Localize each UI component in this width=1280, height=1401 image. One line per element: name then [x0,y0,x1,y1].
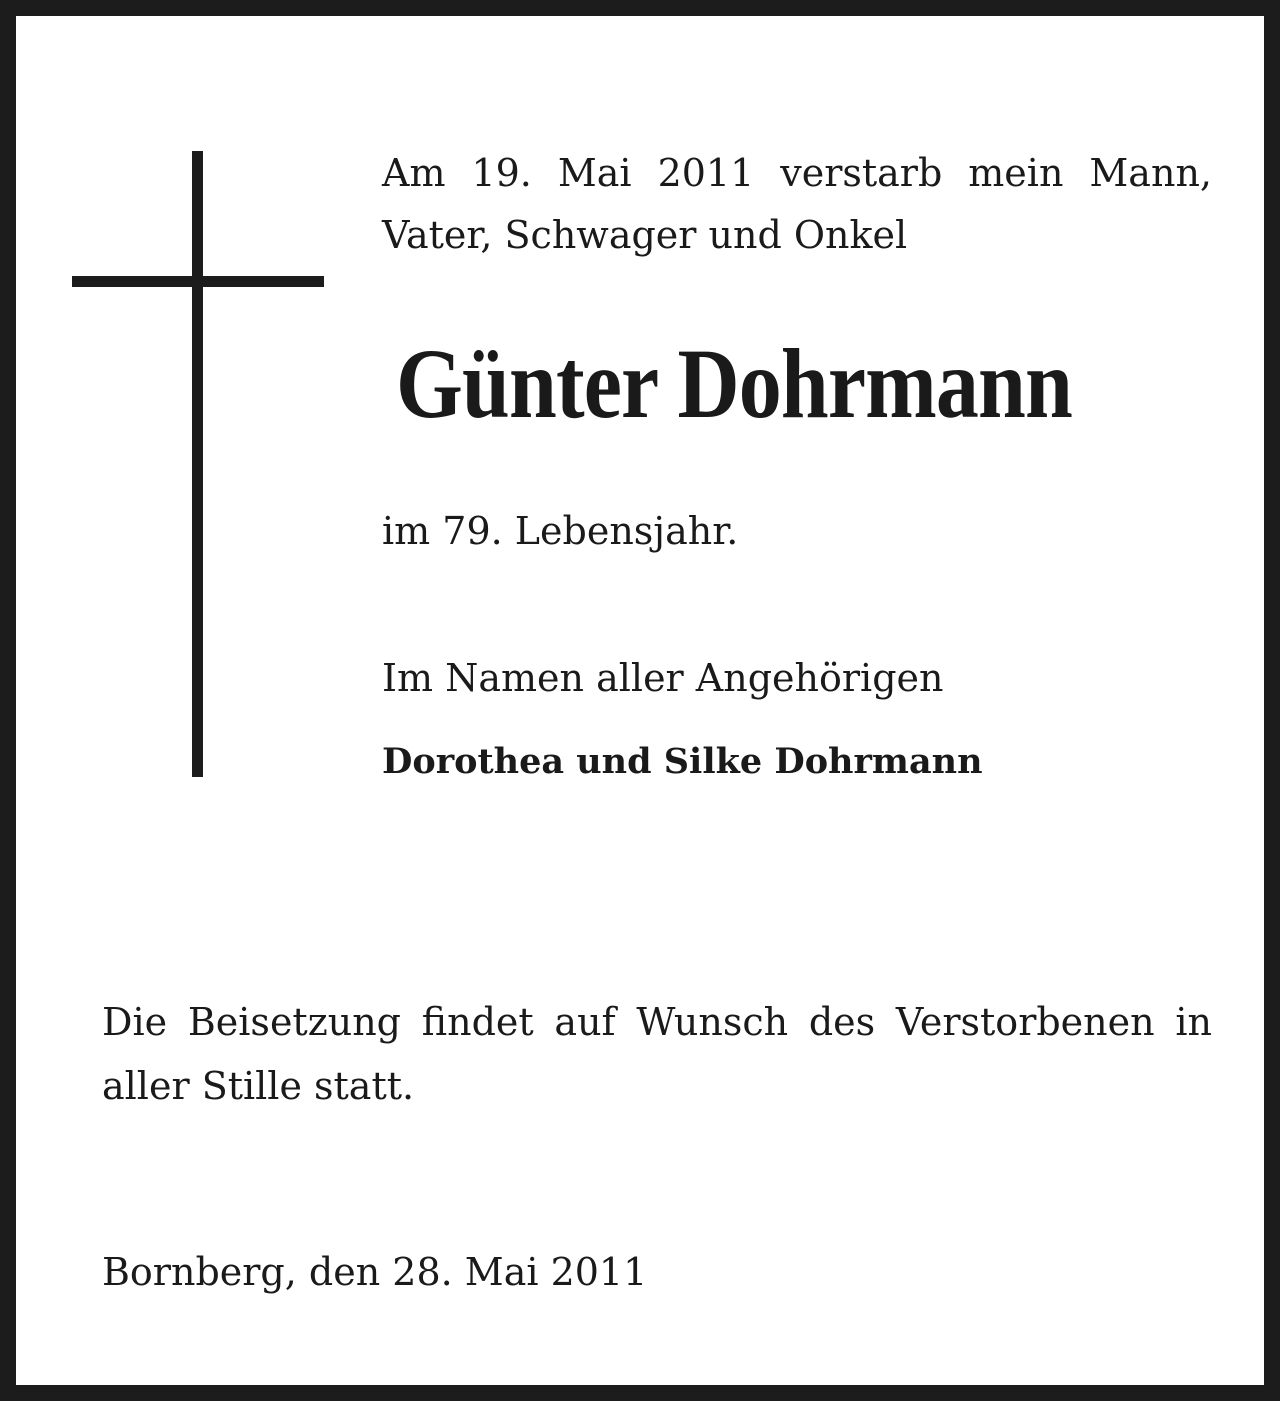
deceased-name: Günter Dohrmann [396,328,1072,439]
notice-line-1: Die Beisetzung findet auf Wunsch des Verstorbenen in [102,1000,1212,1044]
behalf-text: Im Namen aller Angehörigen [382,656,944,700]
intro-text [382,142,1212,266]
cross-icon-vertical-bar [192,151,203,777]
signers-names: Dorothea und Silke Dohrmann [382,741,983,782]
intro-line-1: Am 19. Mai 2011 verstarb mein Mann, [382,151,1212,195]
place-and-date: Bornberg, den 28. Mai 2011 [102,1250,648,1294]
cross-icon-horizontal-bar [72,276,324,287]
age-text: im 79. Lebensjahr. [382,509,739,553]
intro-line-2: Vater, Schwager und Onkel [382,213,908,257]
funeral-notice [102,990,1212,1118]
notice-line-2: aller Stille statt. [102,1064,415,1108]
